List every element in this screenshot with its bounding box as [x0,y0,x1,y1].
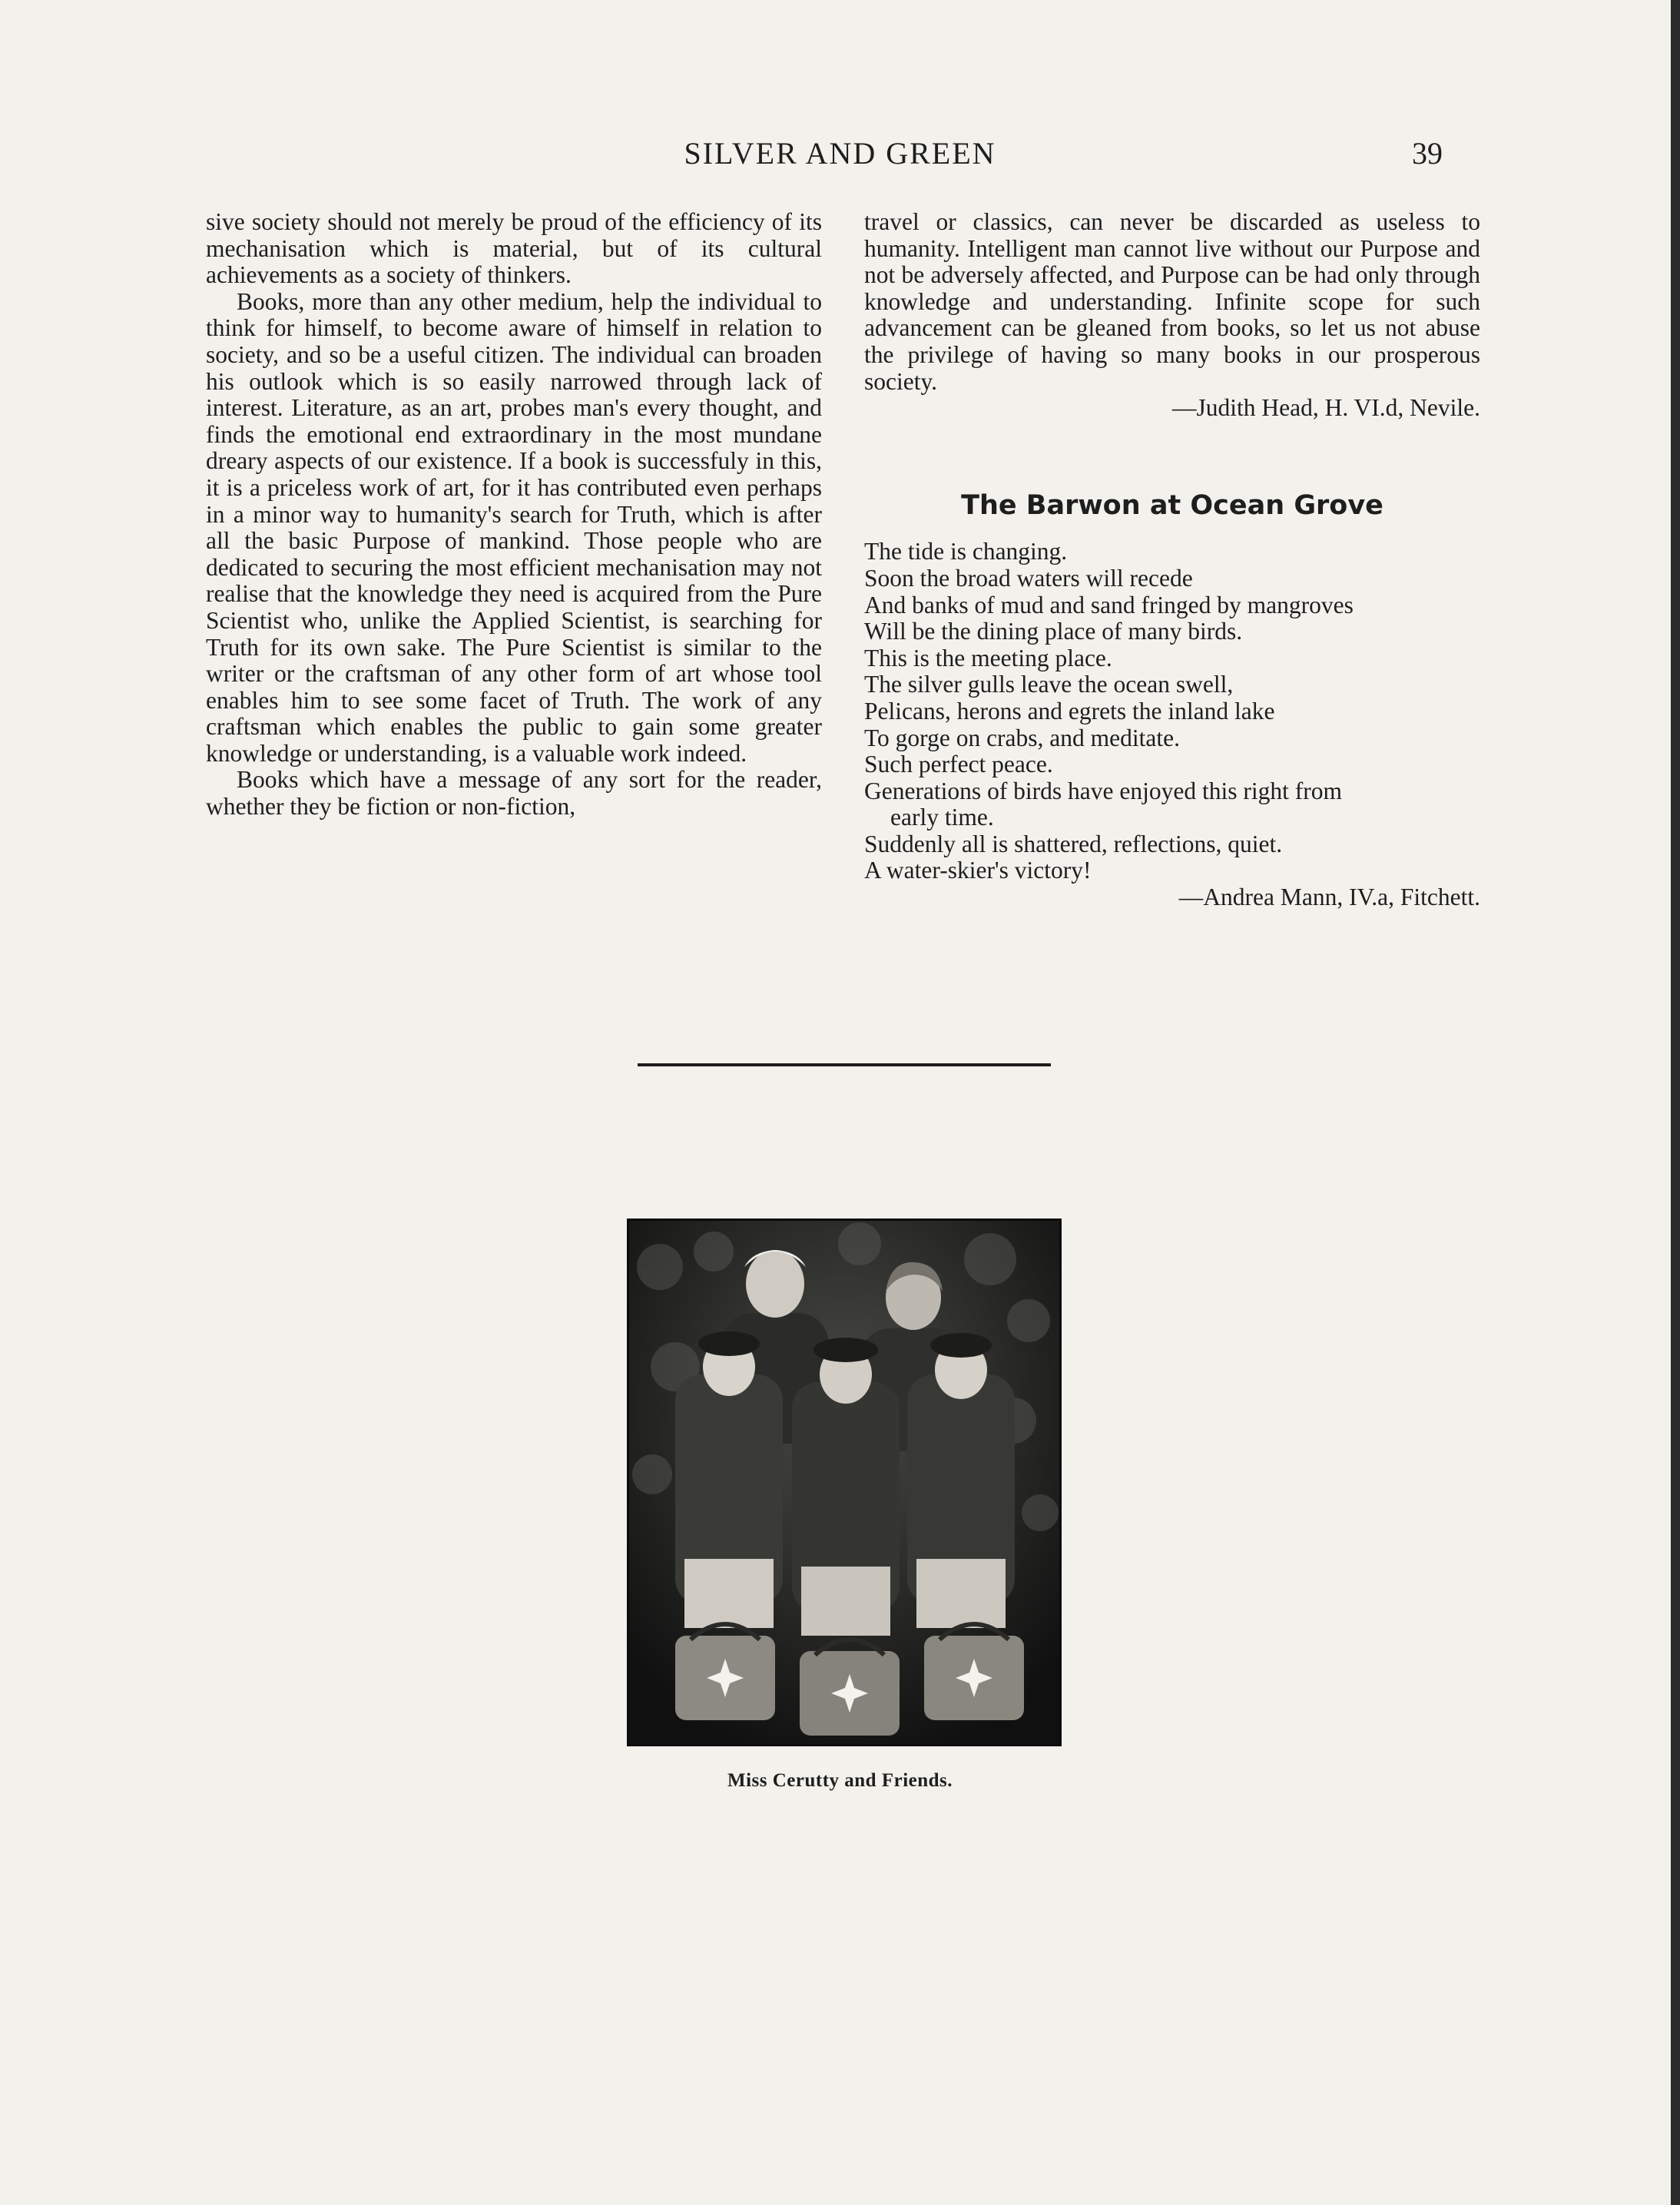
poem-line: This is the meeting place. [864,644,1112,671]
running-header: SILVER AND GREEN [684,136,996,171]
left-column [206,209,822,821]
poem-line: Soon the broad waters will recede [864,564,1193,592]
left-paragraph-1: sive society should not merely be proud of the efficiency of its mechanisation which is material, but of its cultural achievements as a society of thinkers. [206,208,822,289]
right-paragraph: travel or classics, can never be discarded as useless to humanity. Intelligent man cannot live without our Purpose and not be adversely affected, and Purpose can be had only through knowledge and understanding. Infinite scope for such advancement can be gleaned from books, so let us not abuse the privilege of having so many books in our prosperous society. [864,208,1480,395]
poem-line: Suddenly all is shattered, reflections, quiet. [864,830,1283,857]
school-bags [675,1624,1024,1736]
poem-line: And banks of mud and sand fringed by mangroves [864,591,1354,618]
poem-line: Generations of birds have enjoyed this right from [864,777,1342,804]
poem-line: A water-skier's victory! [864,857,1092,884]
page-number: 39 [1412,136,1443,171]
poem-signature: —Andrea Mann, IV.a, Fitchett. [1178,884,1480,911]
poem-line: To gorge on crabs, and meditate. [864,724,1180,751]
poem-body [864,539,1480,884]
left-paragraph-2: Books, more than any other medium, help the individual to think for himself, to become aware of himself in relation to society, and so be a useful citizen. The individual can broaden his outlook which is so easily narrowed through lack of interest. Literature, as an art, probes man's every thought, and finds the emotional end extraordinary in the most mundane dreary aspects of our existence. If a book is successfuly in this, it is a priceless work of art, for it has contributed even perhaps in a minor way to humanity's search for Truth, which is after all the basic Purpose of mankind. Those people who are dedicated to securing the most efficient mechanisation may not realise that the knowledge they need is acquired from the Pure Scientist who, unlike the Applied Scientist, is searching for Truth for its own sake. The Pure Scientist is similar to the writer or the craftsman of any other form of art whose tool enables him to see some facet of Truth. The work of any craftsman which enables the public to gain some greater knowledge or understanding, is a valuable work indeed. [206,287,822,767]
essay-signature: —Judith Head, H. VI.d, Nevile. [1172,394,1480,422]
poem-line: The tide is changing. [864,538,1068,565]
page-edge [1671,0,1680,2205]
poem-title: The Barwon at Ocean Grove [961,489,1383,521]
photo-caption: Miss Cerutty and Friends. [727,1770,953,1791]
poem-line: The silver gulls leave the ocean swell, [864,671,1234,698]
child-figure-right [907,1333,1015,1628]
left-paragraph-3: Books which have a message of any sort for the reader, whether they be fiction or non-fiction, [206,766,822,821]
poem-line: Pelicans, herons and egrets the inland lake [864,697,1275,724]
group-photograph [627,1219,1062,1746]
section-divider [638,1063,1051,1066]
poem-line: early time. [890,804,994,831]
photo-illustration [629,1221,1059,1744]
right-column [864,209,1480,911]
poem-line: Will be the dining place of many birds. [864,618,1243,645]
poem-line: Such perfect peace. [864,751,1053,778]
